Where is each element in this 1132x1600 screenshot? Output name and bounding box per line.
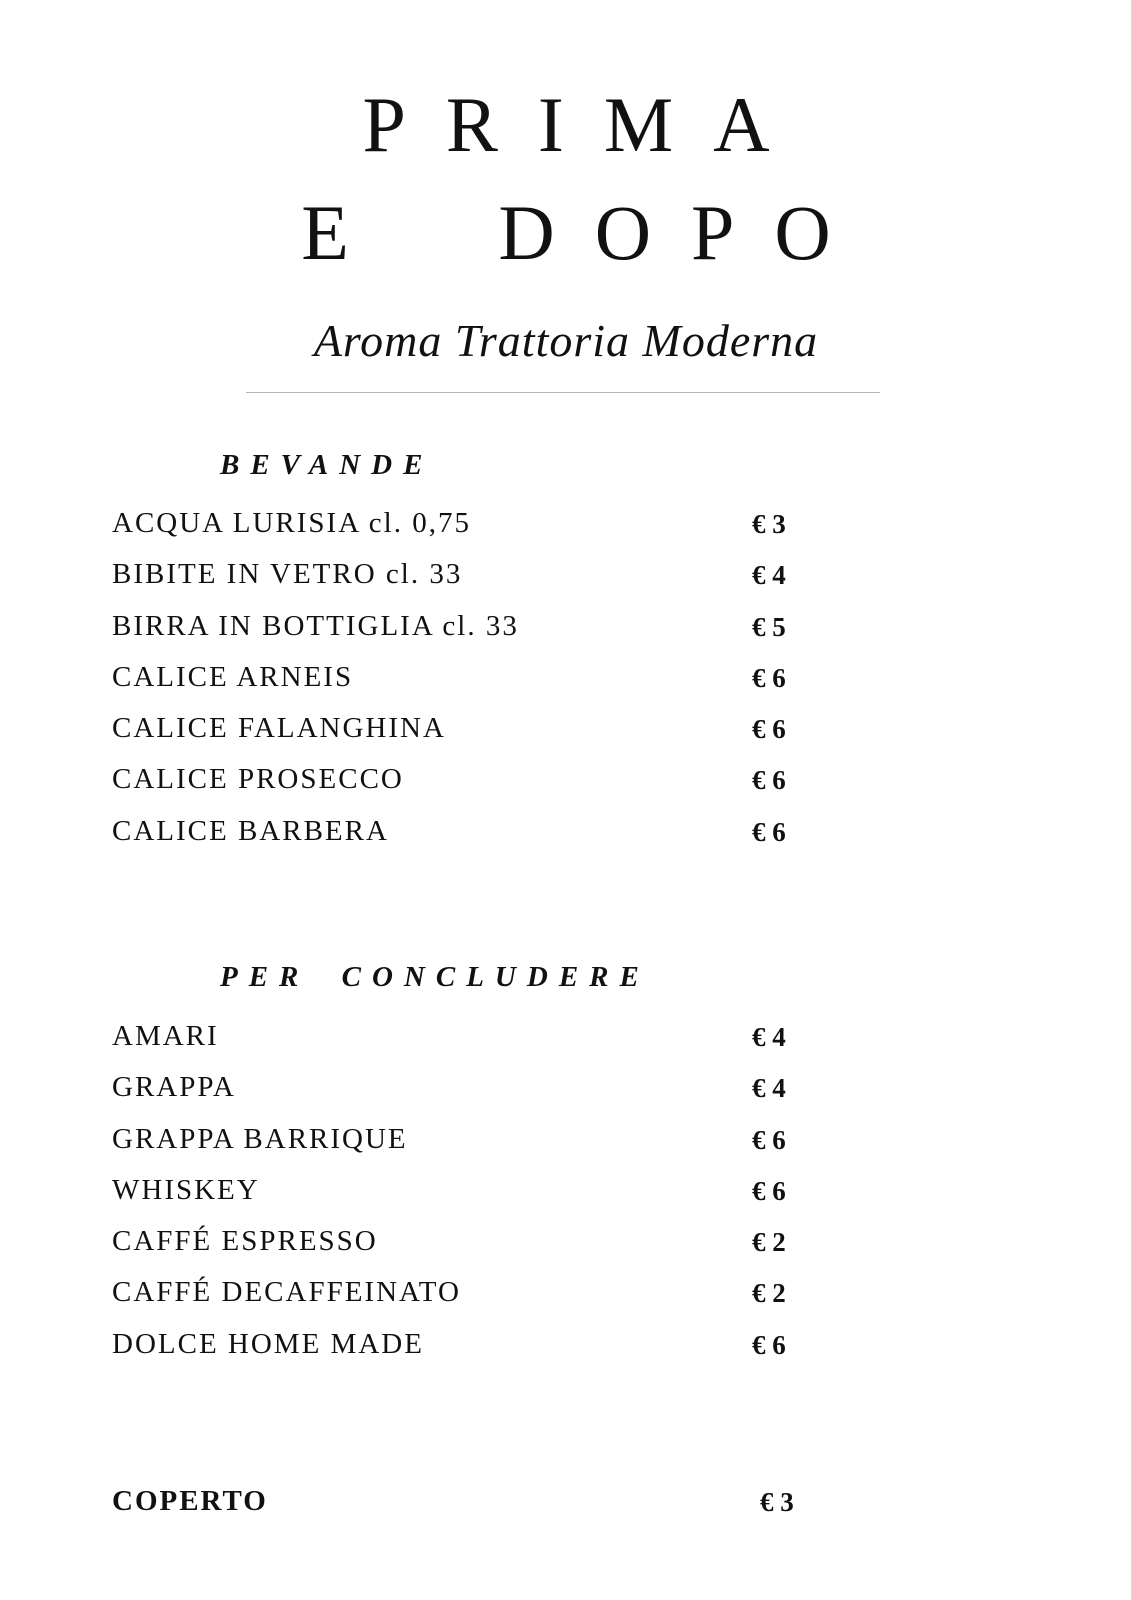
menu-item-price: € 6 [752,816,786,847]
menu-item-name: CALICE FALANGHINA [112,712,446,745]
menu-item-name: CALICE PROSECCO [112,763,404,796]
section-heading-per-concludere: PER CONCLUDERE [220,961,650,993]
menu-item [112,1277,812,1328]
menu-item-price: € 4 [752,560,786,591]
menu-title-line-1: PRIMA [362,81,810,168]
menu-item [112,508,812,559]
menu-item-price: € 5 [752,611,786,642]
menu-item-name: CALICE BARBERA [112,814,389,847]
menu-item-name: AMARI [112,1020,219,1052]
menu-item [112,662,812,713]
coperto-row [112,1486,812,1526]
menu-item-name: CAFFÉ ESPRESSO [112,1225,378,1258]
menu-item-name: BIRRA IN BOTTIGLIA cl. 33 [112,609,519,642]
menu-item-name: GRAPPA BARRIQUE [112,1122,408,1155]
header-divider [246,392,880,393]
menu-item-name: WHISKEY [112,1173,260,1206]
menu-list-bevande [112,508,812,867]
menu-item-name: DOLCE HOME MADE [112,1327,424,1360]
menu-item [112,611,812,662]
menu-item-price: € 6 [752,1329,786,1360]
menu-item-price: € 6 [752,1175,786,1206]
menu-item-price: € 4 [752,1073,786,1104]
menu-item [112,816,812,867]
menu-item-price: € 6 [752,1124,786,1155]
menu-item [112,1175,812,1226]
menu-title-line-2: E DOPO [301,189,871,276]
menu-list-per-concludere [112,1021,812,1380]
menu-item [112,713,812,764]
menu-item-price: € 4 [752,1022,786,1052]
menu-item-name: CALICE ARNEIS [112,660,354,693]
menu-item-name: CAFFÉ DECAFFEINATO [112,1276,461,1309]
menu-item [112,1124,812,1175]
menu-item-name: BIBITE IN VETRO cl. 33 [112,558,463,591]
menu-item [112,1021,812,1072]
menu-item [112,1226,812,1277]
menu-item-price: € 6 [752,765,786,796]
menu-item-price: € 2 [752,1227,786,1258]
menu-item-price: € 6 [752,662,786,693]
restaurant-subtitle: Aroma Trattoria Moderna [313,315,819,366]
menu-item [112,1329,812,1380]
coperto-label: COPERTO [112,1485,268,1517]
menu-item-price: € 2 [752,1278,786,1309]
menu-item-name: ACQUA LURISIA cl. 0,75 [112,507,471,539]
section-heading-bevande: BEVANDE [220,449,434,481]
menu-item [112,764,812,815]
menu-item [112,1072,812,1123]
coperto-price: € 3 [760,1487,794,1517]
menu-item-name: GRAPPA [112,1071,236,1104]
menu-item-price: € 3 [752,509,786,539]
menu-item-price: € 6 [752,714,786,745]
menu-item [112,559,812,610]
